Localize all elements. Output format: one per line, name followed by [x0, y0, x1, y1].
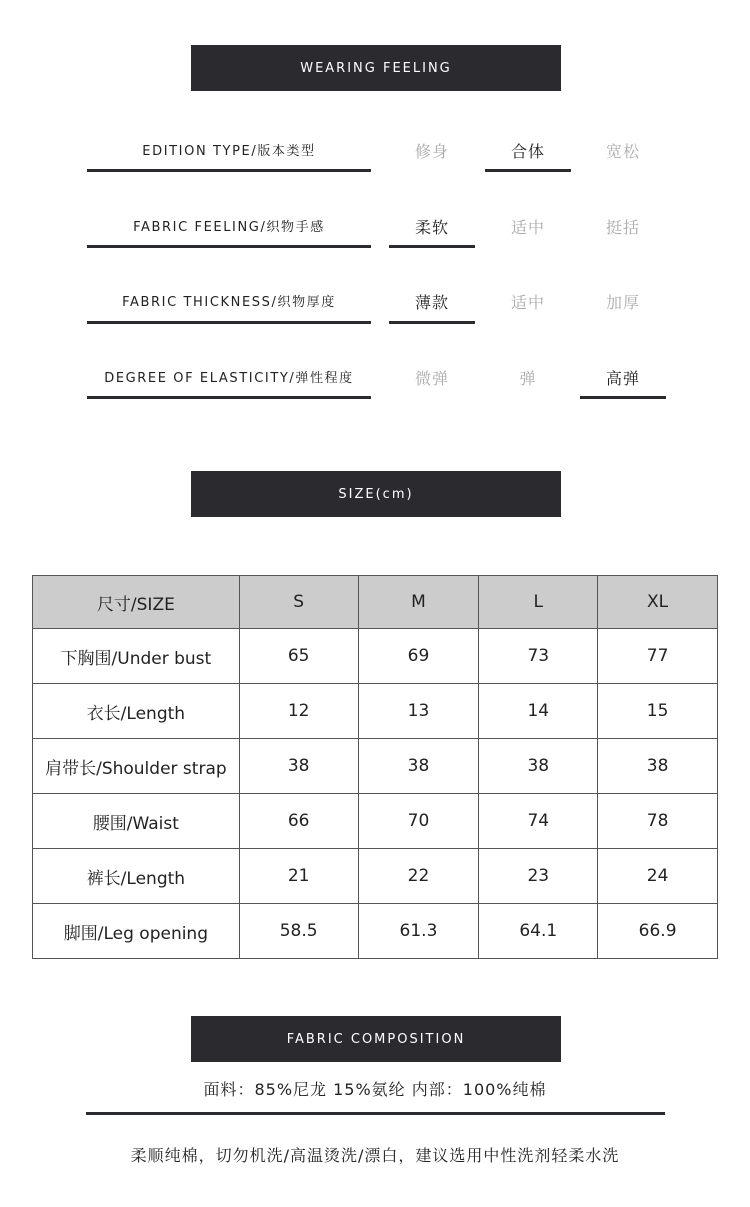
fabric-thickness-underline	[87, 321, 371, 324]
table-cell: 肩带长/Shoulder strap	[33, 739, 240, 794]
table-cell: 腰围/Waist	[33, 794, 240, 849]
table-cell: 24	[598, 849, 718, 904]
size-table-header: XL	[598, 576, 718, 629]
fabric-feeling-label: FABRIC FEELING/织物手感	[133, 220, 325, 235]
table-cell: 38	[239, 739, 358, 794]
table-cell: 61.3	[358, 904, 479, 959]
fabric-composition-title: FABRIC COMPOSITION	[286, 1031, 466, 1047]
table-cell: 裤长/Length	[33, 849, 240, 904]
edition-type-underline	[87, 169, 371, 172]
fabric-thickness-selected-underline	[389, 321, 475, 324]
table-cell: 65	[239, 629, 358, 684]
elasticity-selected-underline	[580, 396, 666, 399]
table-row	[33, 684, 718, 739]
table-cell: 38	[598, 739, 718, 794]
elasticity-option-high: 高弹	[605, 369, 640, 388]
table-cell: 64.1	[479, 904, 598, 959]
table-cell: 74	[479, 794, 598, 849]
size-banner	[191, 471, 561, 517]
edition-type-label: EDITION TYPE/版本类型	[142, 144, 316, 159]
fabric-thickness-label: FABRIC THICKNESS/织物厚度	[122, 295, 336, 310]
edition-type-selected-underline	[485, 169, 571, 172]
edition-type-option-regular: 合体	[510, 142, 545, 161]
fabric-composition-banner	[191, 1016, 561, 1062]
table-cell: 66.9	[598, 904, 718, 959]
edition-type-option-loose: 宽松	[605, 142, 640, 161]
fabric-feeling-option-soft: 柔软	[414, 218, 449, 237]
table-cell: 脚围/Leg opening	[33, 904, 240, 959]
elasticity-option-elastic: 弹	[519, 369, 537, 388]
fabric-thickness-option-thick: 加厚	[605, 293, 640, 312]
table-cell: 77	[598, 629, 718, 684]
table-row	[33, 904, 718, 959]
size-table-header-row	[33, 576, 718, 629]
fabric-feeling-underline	[87, 245, 371, 248]
fabric-feeling-option-medium: 适中	[510, 218, 545, 237]
size-title: SIZE(cm)	[338, 486, 414, 502]
wearing-feeling-title: WEARING FEELING	[300, 60, 452, 76]
table-row	[33, 629, 718, 684]
fabric-thickness-option-medium: 适中	[510, 293, 545, 312]
fabric-feeling-selected-underline	[389, 245, 475, 248]
table-cell: 下胸围/Under bust	[33, 629, 240, 684]
table-cell: 70	[358, 794, 479, 849]
table-cell: 23	[479, 849, 598, 904]
size-table	[32, 575, 718, 959]
table-row	[33, 849, 718, 904]
elasticity-underline	[87, 396, 371, 399]
size-table-header: L	[479, 576, 598, 629]
fabric-feeling-option-crisp: 挺括	[605, 218, 640, 237]
table-cell: 38	[358, 739, 479, 794]
table-cell: 66	[239, 794, 358, 849]
table-cell: 12	[239, 684, 358, 739]
elasticity-option-slight: 微弹	[414, 369, 449, 388]
size-table-header: 尺寸/SIZE	[33, 576, 240, 629]
wearing-feeling-banner	[191, 45, 561, 91]
table-cell: 58.5	[239, 904, 358, 959]
table-row	[33, 739, 718, 794]
edition-type-option-fitted: 修身	[414, 142, 449, 161]
fabric-thickness-option-thin: 薄款	[414, 293, 449, 312]
table-cell: 38	[479, 739, 598, 794]
fabric-composition-text: 面料：85%尼龙 15%氨纶 内部：100%纯棉	[203, 1080, 547, 1099]
table-cell: 14	[479, 684, 598, 739]
elasticity-label: DEGREE OF ELASTICITY/弹性程度	[104, 371, 354, 386]
table-cell: 69	[358, 629, 479, 684]
care-instructions-text: 柔顺纯棉，切勿机洗/高温烫洗/漂白，建议选用中性洗剂轻柔水洗	[130, 1146, 620, 1165]
table-row	[33, 794, 718, 849]
size-table-header: S	[239, 576, 358, 629]
table-cell: 78	[598, 794, 718, 849]
table-cell: 22	[358, 849, 479, 904]
table-cell: 21	[239, 849, 358, 904]
fabric-divider	[86, 1112, 665, 1115]
table-cell: 衣长/Length	[33, 684, 240, 739]
size-table-header: M	[358, 576, 479, 629]
table-cell: 73	[479, 629, 598, 684]
table-cell: 13	[358, 684, 479, 739]
table-cell: 15	[598, 684, 718, 739]
